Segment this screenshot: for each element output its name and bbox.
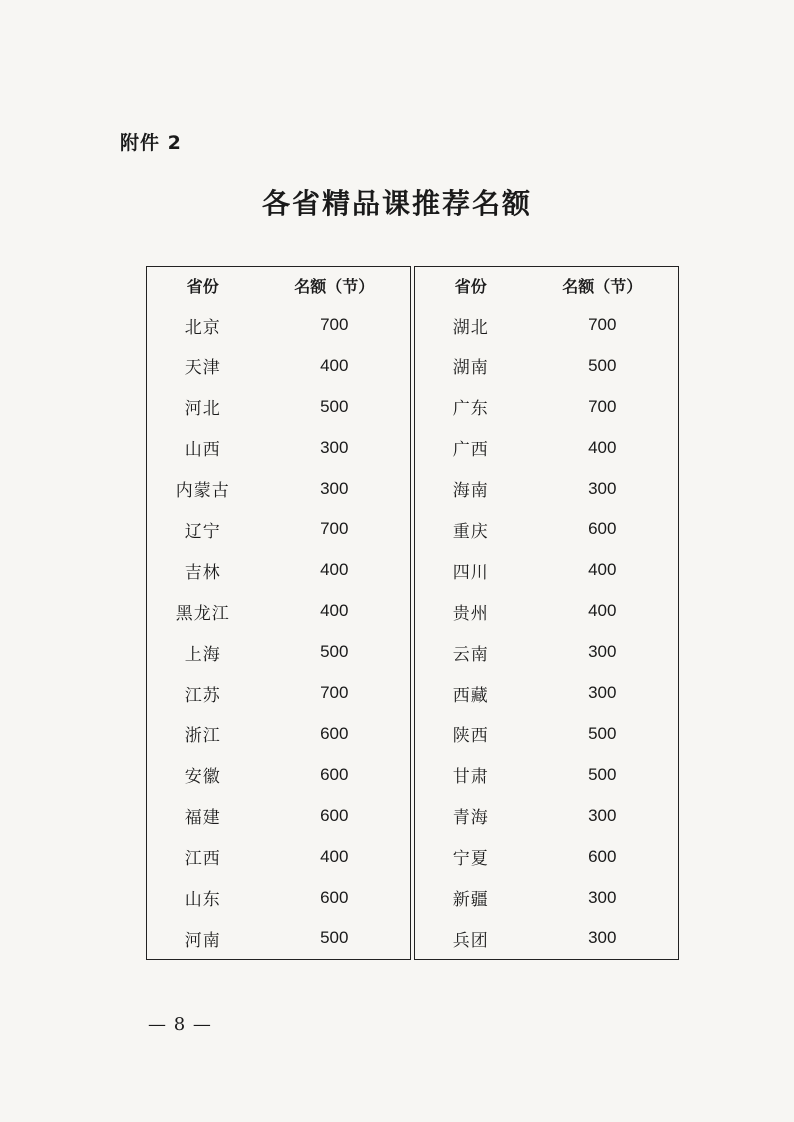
page-number: — 8 — xyxy=(148,1014,212,1035)
table-row xyxy=(147,795,411,836)
quota-cell: 500 xyxy=(320,642,349,662)
header-province: 省份 xyxy=(186,277,219,297)
quota-cell: 300 xyxy=(588,478,617,498)
province-cell: 新疆 xyxy=(452,890,489,910)
quota-cell: 700 xyxy=(320,519,349,539)
table-row xyxy=(147,918,411,960)
province-cell: 安徽 xyxy=(184,767,221,788)
province-cell: 广西 xyxy=(452,440,489,461)
table-row xyxy=(147,305,411,346)
table-row xyxy=(415,754,679,795)
table-header-row xyxy=(147,267,411,305)
quota-cell: 600 xyxy=(320,764,349,784)
quota-cell: 400 xyxy=(588,437,617,457)
quota-cell: 300 xyxy=(588,642,617,662)
table-row xyxy=(415,877,679,918)
province-cell: 四川 xyxy=(452,562,489,583)
quota-cell: 300 xyxy=(588,928,617,948)
document-title: 各省精品课推荐名额 xyxy=(261,187,532,220)
province-cell: 重庆 xyxy=(452,521,489,542)
table-row xyxy=(415,632,679,673)
quota-cell: 600 xyxy=(320,805,349,825)
province-cell: 内蒙古 xyxy=(175,481,230,502)
province-cell: 青海 xyxy=(452,808,489,829)
table-row xyxy=(415,305,679,346)
province-cell: 江苏 xyxy=(184,685,221,706)
quota-table xyxy=(146,266,678,960)
province-cell: 宁夏 xyxy=(452,849,489,870)
quota-cell: 400 xyxy=(320,846,349,866)
table-row xyxy=(147,468,411,509)
province-cell: 西藏 xyxy=(452,685,489,706)
quota-cell: 600 xyxy=(320,887,349,907)
province-cell: 云南 xyxy=(452,644,489,665)
province-cell: 上海 xyxy=(184,644,221,665)
quota-table-left xyxy=(146,266,411,960)
header-province: 省份 xyxy=(454,277,487,297)
quota-cell: 700 xyxy=(588,315,617,335)
table-row xyxy=(147,386,411,427)
table-row xyxy=(147,754,411,795)
quota-cell: 500 xyxy=(320,396,349,416)
province-cell: 湖北 xyxy=(452,317,489,338)
quota-cell: 300 xyxy=(588,887,617,907)
table-row xyxy=(415,591,679,632)
quota-cell: 400 xyxy=(588,601,617,621)
quota-table-right xyxy=(414,266,679,960)
quota-cell: 500 xyxy=(588,723,617,743)
table-row xyxy=(147,550,411,591)
quota-cell: 500 xyxy=(320,928,349,948)
province-cell: 兵团 xyxy=(452,930,489,951)
quota-cell: 700 xyxy=(320,683,349,703)
table-row xyxy=(147,714,411,755)
quota-cell: 400 xyxy=(320,601,349,621)
table-row xyxy=(147,509,411,550)
quota-cell: 700 xyxy=(320,315,349,335)
table-row xyxy=(415,550,679,591)
province-cell: 辽宁 xyxy=(184,521,221,542)
quota-cell: 700 xyxy=(588,396,617,416)
quota-cell: 300 xyxy=(320,478,349,498)
table-row xyxy=(147,836,411,877)
attachment-label: 附件 2 xyxy=(120,132,182,154)
table-row xyxy=(415,673,679,714)
table-row xyxy=(415,345,679,386)
province-cell: 广东 xyxy=(452,399,489,420)
quota-cell: 300 xyxy=(320,437,349,457)
province-cell: 甘肃 xyxy=(452,767,489,788)
table-row xyxy=(147,345,411,386)
header-quota: 名额（节） xyxy=(294,277,375,297)
table-row xyxy=(415,918,679,960)
quota-cell: 600 xyxy=(588,519,617,539)
table-row xyxy=(147,427,411,468)
province-cell: 河北 xyxy=(184,399,221,420)
province-cell: 海南 xyxy=(452,481,489,502)
province-cell: 吉林 xyxy=(184,562,221,583)
province-cell: 山东 xyxy=(184,890,221,910)
quota-cell: 500 xyxy=(588,355,617,375)
quota-cell: 600 xyxy=(588,846,617,866)
province-cell: 北京 xyxy=(184,317,221,338)
quota-cell: 400 xyxy=(320,355,349,375)
province-cell: 河南 xyxy=(184,930,221,951)
province-cell: 浙江 xyxy=(184,726,221,747)
province-cell: 山西 xyxy=(184,440,221,461)
province-cell: 黑龙江 xyxy=(175,603,230,624)
table-row xyxy=(415,509,679,550)
table-row xyxy=(415,795,679,836)
province-cell: 江西 xyxy=(184,849,221,870)
quota-cell: 300 xyxy=(588,683,617,703)
table-row xyxy=(415,386,679,427)
province-cell: 陕西 xyxy=(452,726,489,747)
table-row xyxy=(415,427,679,468)
table-row xyxy=(147,591,411,632)
table-row xyxy=(147,673,411,714)
header-quota: 名额（节） xyxy=(562,277,643,297)
quota-cell: 400 xyxy=(588,560,617,580)
quota-cell: 400 xyxy=(320,560,349,580)
province-cell: 湖南 xyxy=(452,358,489,379)
table-row xyxy=(147,632,411,673)
table-row xyxy=(147,877,411,918)
province-cell: 贵州 xyxy=(452,603,489,624)
quota-cell: 600 xyxy=(320,723,349,743)
province-cell: 天津 xyxy=(184,358,221,379)
quota-cell: 300 xyxy=(588,805,617,825)
table-header-row xyxy=(415,267,679,305)
quota-cell: 500 xyxy=(588,764,617,784)
province-cell: 福建 xyxy=(184,808,221,829)
table-row xyxy=(415,714,679,755)
table-row xyxy=(415,468,679,509)
table-row xyxy=(415,836,679,877)
